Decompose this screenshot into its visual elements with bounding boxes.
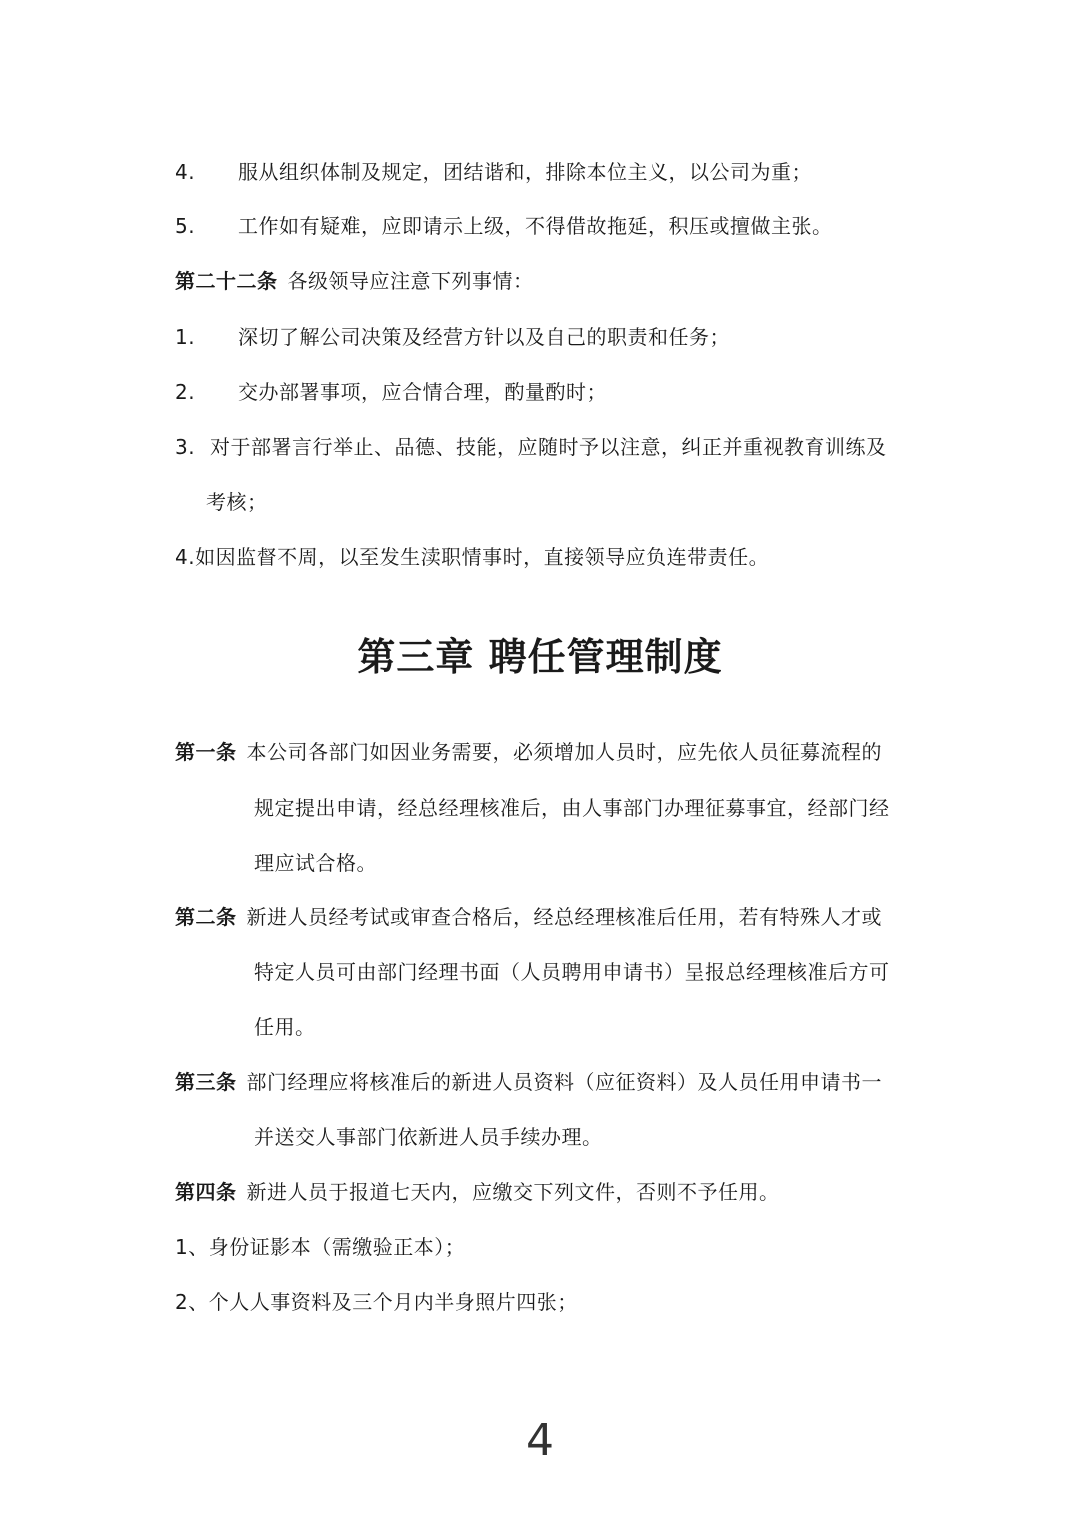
document-item-2	[175, 1288, 578, 1316]
article-label: 第四条	[175, 1180, 237, 1204]
list-item-1	[175, 323, 730, 351]
article-1-continuation	[254, 849, 377, 877]
article-label: 第一条	[175, 740, 237, 764]
article-3	[175, 1068, 882, 1096]
article-1-continuation	[254, 794, 890, 822]
list-number: 2.	[175, 380, 196, 404]
article-text: 任用。	[254, 1015, 316, 1039]
article-text: 理应试合格。	[254, 851, 377, 875]
list-item-4	[175, 158, 812, 186]
list-item-3	[175, 433, 887, 461]
list-item-5	[175, 212, 833, 240]
article-text: 特定人员可由部门经理书面（人员聘用申请书）呈报总经理核准后方可	[254, 960, 890, 984]
article-1	[175, 738, 882, 766]
article-text: 规定提出申请，经总经理核准后，由人事部门办理征募事宜，经部门经	[254, 796, 890, 820]
list-text: 2、个人人事资料及三个月内半身照片四张；	[175, 1290, 578, 1314]
article-2-continuation	[254, 1013, 316, 1041]
article-label: 第三条	[175, 1070, 237, 1094]
list-text: 考核；	[206, 490, 268, 514]
chapter-title: 第三章 聘任管理制度	[357, 635, 723, 679]
article-2-continuation	[254, 958, 890, 986]
list-text: 4.如因监督不周，以至发生渎职情事时，直接领导应负连带责任。	[175, 545, 770, 569]
list-text: 深切了解公司决策及经营方针以及自己的职责和任务；	[238, 325, 730, 349]
article-2	[175, 903, 882, 931]
list-text: 对于部署言行举止、品德、技能，应随时予以注意，纠正并重视教育训练及	[210, 435, 887, 459]
article-text: 新进人员经考试或审查合格后，经总经理核准后任用，若有特殊人才或	[246, 905, 882, 929]
article-text: 部门经理应将核准后的新进人员资料（应征资料）及人员任用申请书一	[246, 1070, 882, 1094]
article-text: 本公司各部门如因业务需要，必须增加人员时，应先依人员征募流程的	[246, 740, 882, 764]
page-number: 4	[526, 1415, 554, 1466]
document-item-1	[175, 1233, 465, 1261]
list-number: 4.	[175, 160, 196, 184]
article-3-continuation	[254, 1123, 603, 1151]
list-item-4b	[175, 543, 769, 571]
article-label: 第二条	[175, 905, 237, 929]
list-text: 服从组织体制及规定，团结谐和，排除本位主义，以公司为重；	[238, 160, 812, 184]
article-label: 第二十二条	[175, 269, 278, 293]
list-text: 工作如有疑难，应即请示上级，不得借故拖延，积压或擅做主张。	[238, 214, 833, 238]
article-22	[175, 267, 534, 295]
list-item-3-continuation	[206, 488, 268, 516]
article-text: 并送交人事部门依新进人员手续办理。	[254, 1125, 603, 1149]
list-number: 3.	[175, 435, 196, 459]
article-text: 新进人员于报道七天内，应缴交下列文件，否则不予任用。	[246, 1180, 780, 1204]
list-text: 交办部署事项，应合情合理，酌量酌时；	[238, 380, 607, 404]
article-4	[175, 1178, 780, 1206]
list-number: 1.	[175, 325, 196, 349]
list-number: 5.	[175, 214, 196, 238]
list-item-2	[175, 378, 607, 406]
list-text: 1、身份证影本（需缴验正本）；	[175, 1235, 466, 1259]
article-text: 各级领导应注意下列事情：	[287, 269, 534, 293]
